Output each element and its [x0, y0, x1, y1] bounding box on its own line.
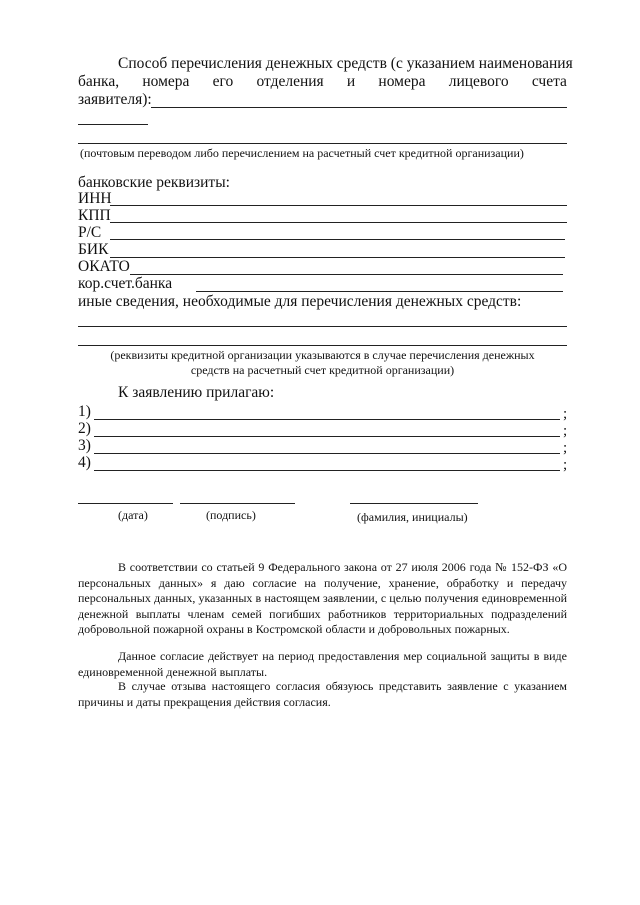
attachments-title: К заявлению прилагаю: — [118, 384, 275, 401]
attachment-end-1: ; — [563, 406, 568, 422]
kpp-label: КПП — [78, 207, 111, 224]
consent-paragraph-2: Данное согласие действует на период предоставления мер социальной защиты в виде единовременной денежной выплаты. — [78, 649, 567, 679]
signature-caption: (подпись) — [206, 508, 256, 522]
attachment-num-2: 2) — [78, 420, 91, 437]
attachment-num-4: 4) — [78, 454, 91, 471]
attachment-end-3: ; — [563, 440, 568, 456]
attachment-field-1[interactable] — [94, 419, 560, 420]
okato-field[interactable] — [130, 274, 563, 275]
date-line[interactable] — [78, 503, 173, 504]
bank-hint-line1: (реквизиты кредитной организации указываются в случае перечисления денежных — [110, 348, 535, 362]
payment-method-line1: Способ перечисления денежных средств (с указанием наименования — [118, 55, 573, 72]
corr-account-label: кор.счет.банка — [78, 275, 173, 292]
payment-method-line2-word: и — [346, 73, 356, 90]
attachment-field-3[interactable] — [94, 453, 560, 454]
attachment-num-1: 1) — [78, 403, 91, 420]
payment-method-line3: заявителя): — [78, 91, 152, 108]
payment-method-line2-word: его — [212, 73, 234, 90]
payment-method-line2-word: отделения — [256, 73, 324, 90]
inn-label: ИНН — [78, 190, 112, 207]
payment-method-line2-word: лицевого — [448, 73, 509, 90]
kpp-field[interactable] — [110, 222, 567, 223]
name-line[interactable] — [350, 503, 478, 504]
consent-paragraph-3: В случае отзыва настоящего согласия обязуюсь представить заявление с указанием причины и даты прекращения действия согласия. — [78, 679, 567, 709]
inn-field[interactable] — [110, 205, 567, 206]
payment-method-line2-word: счета — [531, 73, 567, 90]
payment-method-line2-word: номера — [142, 73, 190, 90]
attachment-end-4: ; — [563, 457, 568, 473]
rs-field[interactable] — [110, 239, 565, 240]
attachment-field-4[interactable] — [94, 470, 560, 471]
attachment-num-3: 3) — [78, 437, 91, 454]
bik-label: БИК — [78, 241, 109, 258]
payment-method-input-line-2[interactable] — [78, 124, 148, 125]
payment-method-line2-word: номера — [378, 73, 426, 90]
name-caption: (фамилия, инициалы) — [357, 510, 468, 524]
attachment-end-2: ; — [563, 423, 568, 439]
date-caption: (дата) — [118, 508, 148, 522]
bank-details-title: банковские реквизиты: — [78, 174, 230, 191]
payment-method-hint: (почтовым переводом либо перечислением на расчетный счет кредитной организации) — [80, 146, 524, 160]
payment-method-line2 — [78, 73, 567, 91]
rs-label: Р/С — [78, 224, 102, 241]
payment-method-input-line[interactable] — [151, 107, 567, 108]
corr-account-field[interactable] — [196, 291, 563, 292]
payment-method-input-line-3[interactable] — [78, 143, 567, 144]
bank-hint-line2: средств на расчетный счет кредитной организации) — [190, 363, 455, 377]
payment-method-line2-word: банка, — [78, 73, 120, 90]
other-info-line-1[interactable] — [78, 326, 567, 327]
other-info-line-2[interactable] — [78, 345, 567, 346]
signature-line[interactable] — [180, 503, 295, 504]
bik-field[interactable] — [110, 257, 565, 258]
other-info-label: иные сведения, необходимые для перечисления денежных средств: — [78, 293, 522, 310]
okato-label: ОКАТО — [78, 258, 130, 275]
consent-paragraph-1: В соответствии со статьей 9 Федерального закона от 27 июля 2006 года № 152-ФЗ «О персональных данных» я даю согласие на получение, хранение, обработку и передачу персональных данных, указанных в настоящем заявлении, с целью получения единовременной денежной выплаты членам семей погибших работников территориальных подразделений добровольной пожарной охраны в Костромской области и добровольных пожарных. — [78, 560, 567, 636]
attachment-field-2[interactable] — [94, 436, 560, 437]
